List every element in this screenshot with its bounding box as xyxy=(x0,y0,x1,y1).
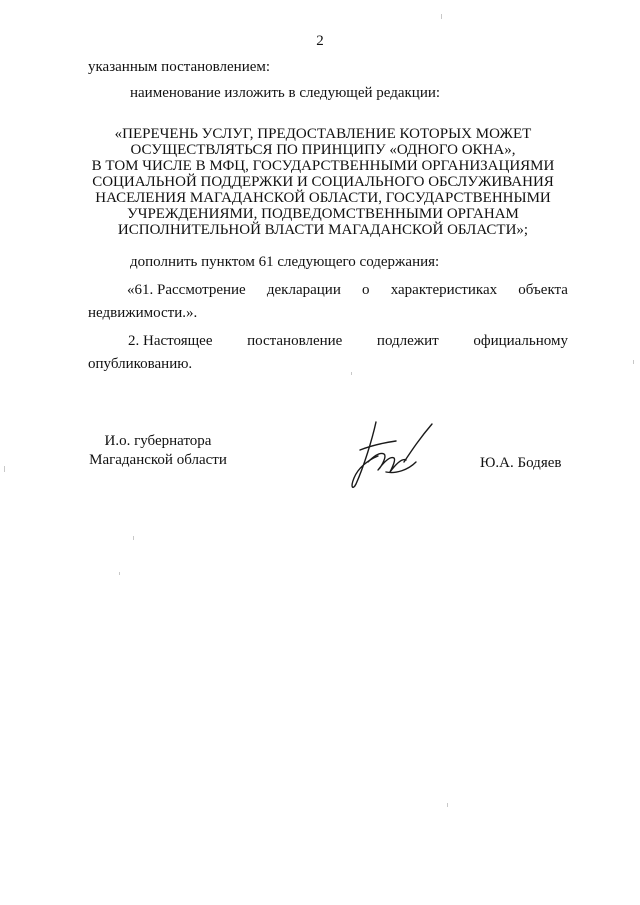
signatory-title-line: И.о. губернатора xyxy=(104,433,212,449)
item-61-line-end: недвижимости.». xyxy=(88,305,198,321)
heading-line: «ПЕРЕЧЕНЬ УСЛУГ, ПРЕДОСТАВЛЕНИЕ КОТОРЫХ МОЖЕТ xyxy=(114,126,532,142)
signatory-name: Ю.А. Бодяев xyxy=(480,455,562,471)
item-61-word: декларации xyxy=(266,282,341,298)
page-number: 2 xyxy=(316,33,324,49)
heading-line: НАСЕЛЕНИЯ МАГАДАНСКОЙ ОБЛАСТИ, ГОСУДАРСТВЕННЫМИ xyxy=(95,190,551,206)
supplement-line: дополнить пунктом 61 следующего содержания: xyxy=(130,254,440,270)
instruction-line: наименование изложить в следующей редакции: xyxy=(130,85,441,101)
paragraph-2-word: официальному xyxy=(473,333,568,349)
heading-line: УЧРЕЖДЕНИЯМИ, ПОДВЕДОМСТВЕННЫМИ ОРГАНАМ xyxy=(127,206,519,222)
paragraph-2-line-end: опубликованию. xyxy=(88,356,193,372)
paragraph-2-word: 2. Настоящее xyxy=(128,333,213,349)
paragraph-2-word: подлежит xyxy=(376,333,439,349)
paragraph-2-line xyxy=(128,332,568,350)
scan-speck xyxy=(633,360,634,364)
services-list-heading xyxy=(80,126,566,238)
scan-speck xyxy=(441,14,442,19)
item-61-line xyxy=(127,281,568,299)
scan-speck xyxy=(351,372,352,375)
scan-speck xyxy=(447,803,448,807)
item-61-word: объекта xyxy=(518,282,568,298)
signatory-title xyxy=(73,432,243,470)
intro-line: указанным постановлением: xyxy=(88,59,271,75)
scan-speck xyxy=(119,572,120,575)
heading-line: СОЦИАЛЬНОЙ ПОДДЕРЖКИ И СОЦИАЛЬНОГО ОБСЛУЖИВАНИЯ xyxy=(92,174,554,190)
handwritten-signature xyxy=(346,416,446,492)
paragraph-2-word: постановление xyxy=(247,333,343,349)
scan-speck xyxy=(4,466,5,472)
heading-line: ИСПОЛНИТЕЛЬНОЙ ВЛАСТИ МАГАДАНСКОЙ ОБЛАСТИ»; xyxy=(117,222,529,238)
scan-speck xyxy=(133,536,134,540)
item-61-word: «61. Рассмотрение xyxy=(127,282,246,298)
heading-line: ОСУЩЕСТВЛЯТЬСЯ ПО ПРИНЦИПУ «ОДНОГО ОКНА», xyxy=(130,142,516,158)
item-61-word: о xyxy=(362,282,370,298)
item-61-word: характеристиках xyxy=(390,282,498,298)
signatory-title-line: Магаданской области xyxy=(89,452,227,468)
heading-line: В ТОМ ЧИСЛЕ В МФЦ, ГОСУДАРСТВЕННЫМИ ОРГАНИЗАЦИЯМИ xyxy=(91,158,555,174)
